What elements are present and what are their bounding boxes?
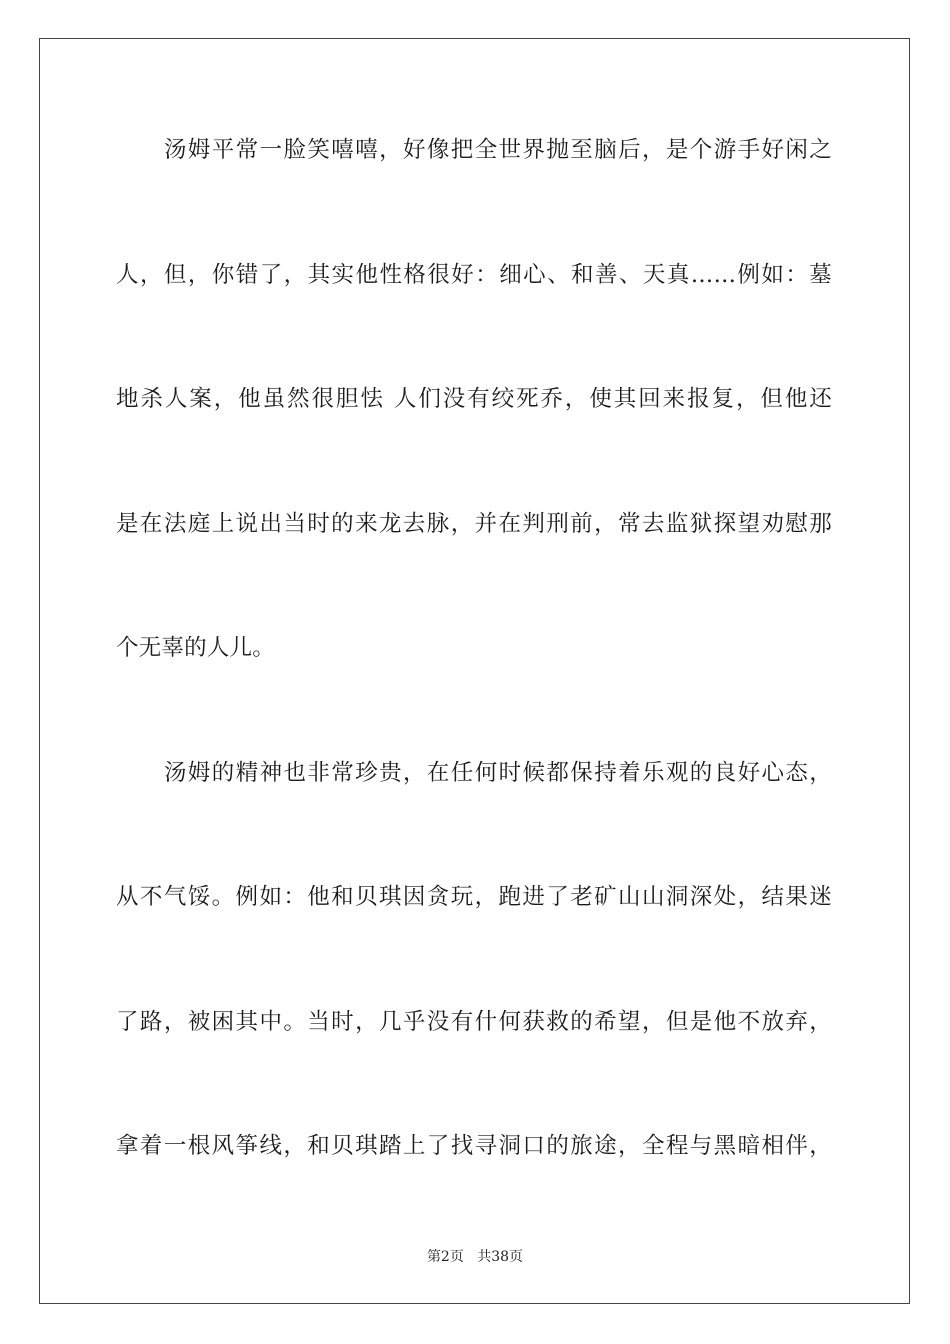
- paragraph-line: 从不气馁。例如：他和贝琪因贪玩，跑进了老矿山山洞深处，结果迷: [116, 884, 832, 910]
- document-body: [116, 118, 832, 1239]
- paragraph-line: 个无辜的人儿。: [116, 635, 275, 661]
- paragraph-line: 拿着一根风筝线，和贝琪踏上了找寻洞口的旅途，全程与黑暗相伴，: [116, 1133, 832, 1159]
- paragraph-line: 地杀人案，他虽然很胆怯 人们没有绞死乔，使其回来报复，但他还: [116, 386, 832, 412]
- paragraph-line: 了路，被困其中。当时，几乎没有什何获救的希望，但是他不放弃，: [116, 1008, 832, 1035]
- page-footer: [0, 1246, 950, 1266]
- page-number: 第2页: [426, 1249, 464, 1265]
- total-pages: 共38页: [477, 1249, 524, 1265]
- paragraph-line: 是在法庭上说出当时的来龙去脉，并在判刑前，常去监狱探望劝慰那: [116, 510, 832, 537]
- paragraph-line: 汤姆平常一脸笑嘻嘻，好像把全世界抛至脑后，是个游手好闲之: [164, 137, 832, 163]
- paragraph-line: 汤姆的精神也非常珍贵，在任何时候都保持着乐观的良好心态，: [164, 759, 832, 786]
- paragraph-line: 人，但，你错了，其实他性格很好：细心、和善、天真……例如：墓: [116, 261, 832, 288]
